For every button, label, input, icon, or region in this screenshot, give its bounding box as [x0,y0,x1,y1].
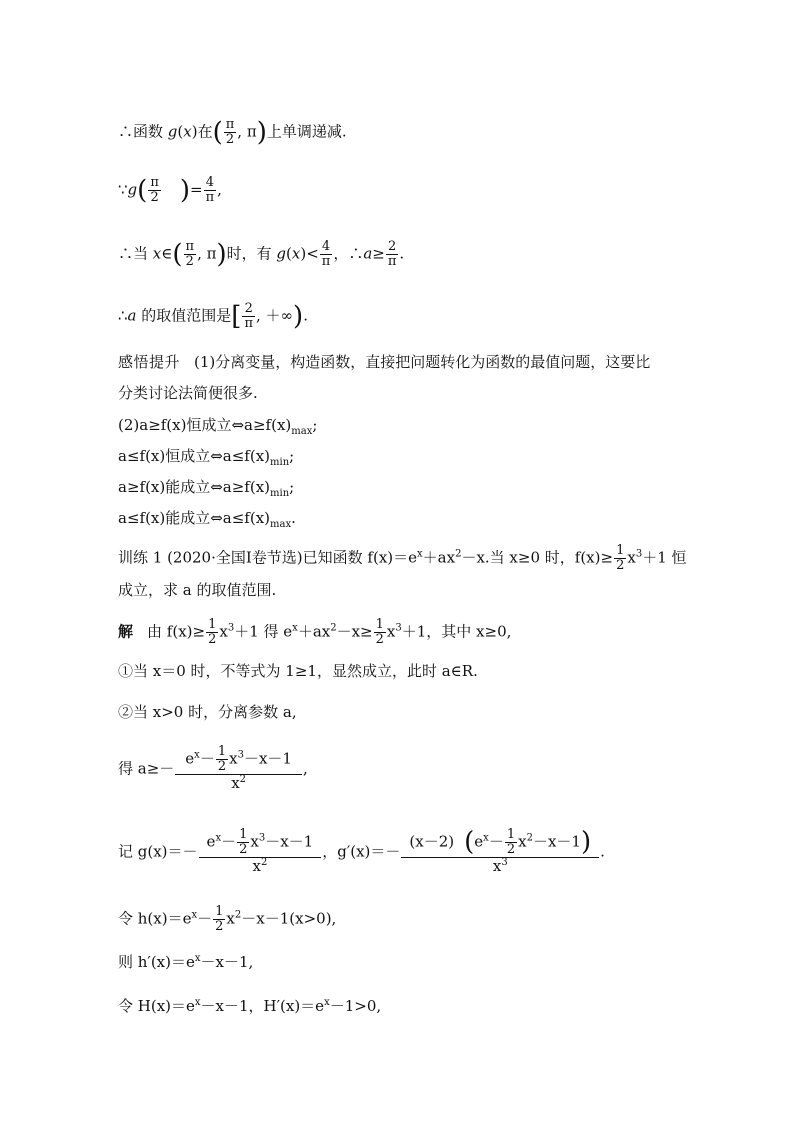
fn-g: g [167,122,178,141]
fraction-half: $\frac{1}{2}$ [616,543,625,573]
fraction-gprime: (x－2) ($e^x-$ $\frac{1}{2}$ $x^2-x-1$) $x^3$ [401,828,599,875]
text: 训练 1 (2020·全国Ⅰ卷节选)已知函数 [118,548,368,567]
line-g-value: ∵g( $\frac{\pi}{2}$ )= $\frac{4}{\pi}$ , [118,175,222,206]
text: , π [197,244,217,263]
fn-g: g [276,244,287,263]
var-x: x [291,244,301,263]
paren: ( [212,117,223,148]
text: ∴当 [118,244,153,263]
text: . [399,244,405,263]
h-prime: 则 $h'(x)=e^x-x-1$, [118,953,254,971]
solution-label: 解 [118,622,134,641]
case-1 [118,661,478,681]
text: ①当 x＝0 时，不等式为 1≥1，显然成立，此时 a∈R. [118,662,478,680]
text: , π [237,122,257,141]
train-line-1: 训练 1 (2020·全国Ⅰ卷节选)已知函数 $f(x)=e^x+ax^2-x$.当 x≥0 时，f(x)≥ $\frac{1}{2}$ $x^3+1$ 恒 [118,543,687,573]
text: 成立，求 a 的取值范围. [118,581,277,599]
fraction-4-over-pi: $\frac{4}{\pi}$ [321,239,331,269]
fraction-4-over-pi: $\frac{4}{\pi}$ [205,175,215,205]
text: < [306,244,319,263]
text: , [217,180,222,199]
solution-line: 解 由 f(x)≥ $\frac{1}{2}$ $x^3+1$ 得 $e^x+ax^2-x\ge$ $\frac{1}{2}$ $x^3+1$，其中 x≥0, [118,617,512,647]
var-x: x [183,122,192,141]
h-definition: 令 $h(x)=e^x-$ $\frac{1}{2}$ $x^2-x-1(x>0)$, [118,904,337,934]
text: ，∴ [333,244,364,263]
rule-3: a≥f(x)能成立$\Leftrightarrow a\ge f(x)_{min}$; [118,478,295,499]
fraction-gx: $e^x-$ $\frac{1}{2}$ $x^3-x-1$ $x^2$ [175,745,302,792]
var-a: a [127,306,137,325]
text: (1)分离变量，构造函数，直接把问题转化为函数的最值问题，这要比 [194,353,651,371]
text: ≥ [372,244,385,263]
rule-2: a≤f(x)恒成立$\Leftrightarrow a\le f(x)_{min}$; [118,447,295,468]
fraction-2-over-pi: $\frac{2}{\pi}$ [387,239,397,269]
text: ②当 x>0 时，分离参数 a, [118,703,297,721]
fraction-pi-over-2: $\frac{\pi}{2}$ [185,239,195,269]
case-2 [118,702,297,722]
line-conclusion: ∴当 x∈( $\frac{\pi}{2}$ , π)时，有 g(x)< $\frac{4}{\pi}$ ，∴a≥ $\frac{2}{\pi}$ . [118,239,405,270]
paren: ) [256,117,267,148]
line-range: ∴a 的取值范围是[ $\frac{2}{\pi}$ , ＋∞). [118,301,308,332]
text: = [190,180,203,199]
insight-line-1 [118,352,650,372]
fraction-pi-over-2: $\frac{\pi}{2}$ [225,117,235,147]
derive-line: 得 a≥－ $e^x-$ $\frac{1}{2}$ $x^3-x-1$ $x^2$ , [118,744,308,792]
fn-g: g [127,180,138,199]
text: 分类讨论法简便很多. [118,384,258,402]
line-monotonic: ∴函数 g(x)在( $\frac{\pi}{2}$ , π)上单调递减. [118,117,347,148]
text: , ＋∞ [255,306,294,325]
text: 上单调递减. [266,122,347,141]
text: . [303,306,308,325]
var-a: a [363,244,373,263]
text: 的取值范围是 [136,306,232,325]
text: 时，有 [226,244,277,263]
var-x: x [152,244,162,263]
rule-1: (2)a≥f(x)恒成立$\Leftrightarrow a\ge f(x)_{max}$; [118,416,318,437]
text: ∵ [118,180,128,199]
g-definition: 记 g(x)＝－ $e^x-$ $\frac{1}{2}$ $x^3-x-1$ $x^2$ ，g′(x)＝－ (x－2) ($e^x-$ $\frac{1}{2}$ $x^2-x-1$) $x^3$ . [118,827,605,875]
text: ∴函数 [118,122,168,141]
fraction-2-over-pi: $\frac{2}{\pi}$ [244,301,253,331]
rule-4: a≤f(x)能成立$\Leftrightarrow a\le f(x)_{max}$. [118,509,296,530]
text: ∈ [161,244,173,263]
text: 在 [197,122,213,141]
fraction-pi-over-2: $\frac{\pi}{2}$ [150,175,159,205]
fraction-gx: $e^x-$ $\frac{1}{2}$ $x^3-x-1$ $x^2$ [199,828,322,875]
train-line-2 [118,580,276,600]
insight-title: 感悟提升 [118,353,181,371]
insight-line-2 [118,383,258,403]
H-definition: 令 $H(x)=e^x-x-1$，$H'(x)=e^x-1>0$, [118,997,382,1015]
text: ∴ [118,306,128,325]
